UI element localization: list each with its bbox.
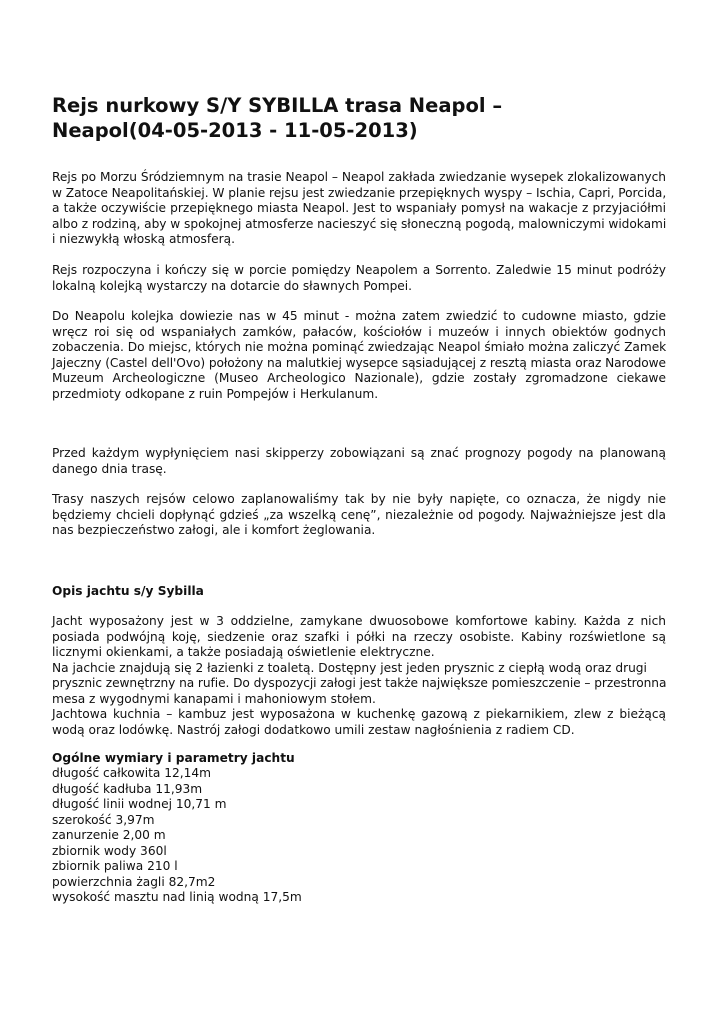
spec-item: zbiornik paliwa 210 l (52, 859, 178, 873)
spec-item: zbiornik wody 360l (52, 843, 167, 858)
paragraph-line: Jacht wyposażony jest w 3 oddzielne, zamykane dwuosobowe komfortowe kabiny. Każda z nich (52, 614, 666, 628)
specs-list (52, 766, 666, 906)
spec-item: długość całkowita 12,14m (52, 766, 211, 780)
spec-item: szerokość 3,97m (52, 812, 155, 827)
specs-section-heading (52, 751, 666, 767)
intro-paragraph (52, 170, 666, 248)
paragraph-line: w Zatoce Neapolitańskiej. W planie rejsu jest zwiedzanie przepięknych wyspy – Ischia, Capri, Porcida, (52, 185, 667, 200)
title-line: Rejs nurkowy S/Y SYBILLA trasa Neapol – (52, 94, 503, 117)
paragraph-line: Trasy naszych rejsów celowo zaplanowaliśmy tak by nie były napięte, co oznacza, że nigdy nie (52, 492, 666, 506)
paragraph-line: będziemy chcieli dopłynąć gdzieś „za wszelką cenę”, niezależnie od pogody. Najważniejsze jest dla (52, 507, 666, 522)
paragraph-line: prysznic zewnętrzny na rufie. Do dyspozycji załogi jest także największe pomieszczenie – przestronna (52, 676, 667, 690)
spec-item: powierzchnia żagli 82,7m2 (52, 874, 216, 889)
paragraph-line: Jachtowa kuchnia – kambuz jest wyposażona w kuchenkę gazową z piekarnikiem, zlew z bieżącą (52, 707, 666, 721)
paragraph-line: wodą oraz lodówkę. Nastrój załogi dodatkowo umili zestaw nagłośnienia z radiem CD. (52, 722, 575, 737)
section-heading-text: Opis jachtu s/y Sybilla (52, 584, 204, 598)
paragraph-line: Do Neapolu kolejka dowiezie nas w 45 minut - można zatem zwiedzić to cudowne miasto, gdzie (52, 309, 666, 323)
paragraph-line: albo z rodziną, aby w spokojnej atmosferze nacieszyć się słoneczną pogodą, malowniczymi widokami (52, 216, 667, 231)
yacht-section-heading (52, 584, 666, 600)
paragraph-line: posiada podwójną koję, siedzenie oraz szafki i półki na rzeczy osobiste. Kabiny rozświetlone są (52, 629, 666, 644)
spec-item: zanurzenie 2,00 m (52, 828, 166, 842)
paragraph-line: a także oczywiście przepięknego miasta Neapol. Jest to wspaniały pomysł na wakacje z przyjaciółmi (52, 201, 666, 215)
safety-paragraph (52, 492, 666, 539)
paragraph-line: lokalną kolejką wystarczy na dotarcie do sławnych Pompei. (52, 278, 413, 293)
yacht-description (52, 614, 666, 738)
paragraph-line: Na jachcie znajdują się 2 łazienki z toaletą. Dostępny jest jeden prysznic z ciepłą wodą oraz drugi (52, 660, 647, 675)
paragraph-line: Rejs rozpoczyna i kończy się w porcie pomiędzy Neapolem a Sorrento. Zaledwie 15 minut podróży (52, 263, 666, 277)
paragraph-line: licznymi okienkami, a także posiadają oświetlenie elektryczne. (52, 645, 435, 659)
spec-item: długość kadłuba 11,93m (52, 781, 203, 796)
paragraph-line: wręcz roi się od wspaniałych zamków, pałaców, kościołów i muzeów i innych obiektów godnych (52, 324, 666, 339)
paragraph-line: danego dnia trasę. (52, 461, 167, 476)
paragraph-line: mesa z wygodnymi kanapami i mahoniowym stołem. (52, 691, 376, 706)
paragraph-line: zobaczenia. Do miejsc, których nie można pominąć zwiedzając Neapol śmiało można zaliczyć Zamek (52, 340, 667, 354)
route-paragraph (52, 263, 666, 294)
paragraph-line: Jajeczny (Castel dell'Ovo) położony na malutkiej wysepce sąsiadującej z resztą miasta oraz Narodowe (52, 355, 666, 370)
paragraph-line: i niezwykłą włoską atmosferą. (52, 232, 236, 246)
paragraph-line: przedmioty odkopane z ruin Pompejów i Herkulanum. (52, 386, 379, 401)
naples-paragraph (52, 309, 666, 402)
spec-item: wysokość masztu nad linią wodną 17,5m (52, 890, 302, 904)
section-heading-text: Ogólne wymiary i parametry jachtu (52, 751, 295, 765)
title-line: Neapol(04-05-2013 - 11-05-2013) (52, 119, 418, 142)
paragraph-line: Rejs po Morzu Śródziemnym na trasie Neapol – Neapol zakłada zwiedzanie wysepek zlokalizowanych (52, 170, 666, 184)
paragraph-line: Przed każdym wypłynięciem nasi skipperzy zobowiązani są znać prognozy pogody na planowaną (52, 446, 666, 460)
paragraph-line: Muzeum Archeologiczne (Museo Archeologico Nazionale), gdzie zostały zgromadzone ciekawe (52, 371, 666, 385)
paragraph-line: nas bezpieczeństwo załogi, ale i komfort żeglowania. (52, 523, 376, 537)
weather-paragraph (52, 446, 666, 477)
page-title (52, 93, 666, 143)
spec-item: długość linii wodnej 10,71 m (52, 797, 227, 811)
